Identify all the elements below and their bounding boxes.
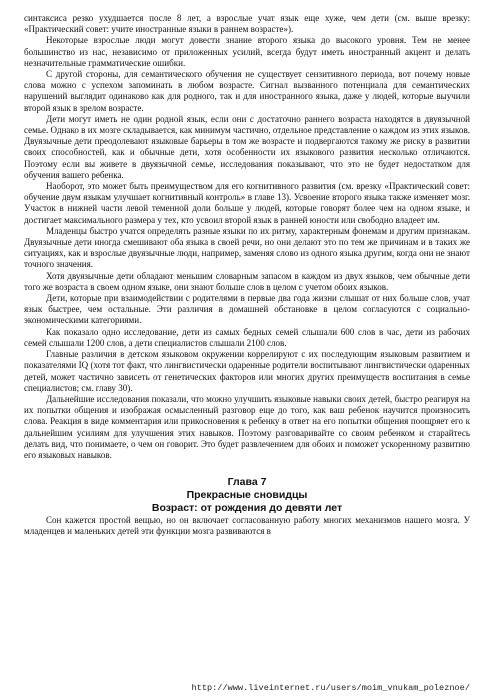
paragraph-9: Как показало одно исследование, дети из самых бедных семей слышали 600 слов в час, дети из рабочих семей слышали 1200 слов, а дети специалистов слышали 2100 слов.	[24, 326, 470, 348]
paragraph-10: Главные различия в детском языковом окружении коррелируют с их последующим языковым развитием и показателями IQ (хотя тот факт, что лингвистически одаренные родители воспитывают лингвистически одаренных детей, может частично зависеть от генетических факторов или многих других преимуществ воспитания в семье специалистов; см. главу 30).	[24, 349, 470, 393]
paragraph-2: Некоторые взрослые люди могут довести знание второго языка до высокого уровня. Тем не менее большинство из нас, независимо от приложенных усилий, всегда будут иметь иностранный акцент и делать незначительные грамматические ошибки.	[24, 35, 470, 68]
paragraph-6: Младенцы быстро учатся определять разные языки по их ритму, характерным фонемам и другим признакам. Двуязычные дети иногда смешивают оба языка в своей речи, но они делают это по тем же причинам и в таких же ситуациях, как и взрослые двуязычные люди, например, заменяя слово из одного языка другим, когда они не знают точного значения.	[24, 225, 470, 270]
paragraph-3: С другой стороны, для семантического обучения не существует сензитивного периода, вот почему новые слова можно с успехом запоминать в любом возрасте. Сигнал вызванного потенциала для семантических нарушений выглядит одинаково как для родного, так и для иностранного языка, даже у людей, которые выучили второй язык в зрелом возрасте.	[24, 69, 470, 113]
page-body	[24, 13, 470, 538]
paragraph-11: Дальнейшие исследования показали, что можно улучшить языковые навыки своих детей, быстро реагируя на их попытки общения и изображая осмысленный разговор еще до того, как ваш ребенок научится произносить слова. Реакция в виде комментария или прикосновения к ребенку в ответ на его попытки общения поощряет его к дальнейшим усилиям для улучшения этих навыков. Поэтому разговаривайте со своим ребенком и старайтесь делать вид, что понимаете, о чем он говорит. Это будет развлечением для обоих и поможет ускоренному развитию его языковых навыков.	[24, 393, 470, 460]
closing-paragraph: Сон кажется простой вещью, но он включает согласованную работу многих механизмов нашего мозга. У младенцев и маленьких детей эти функции мозга развиваются в	[24, 515, 470, 537]
paragraph-1: синтаксиса резко ухудшается после 8 лет, а взрослые учат язык еще хуже, чем дети (см. выше врезку: «Практический совет: учите иностранные языки в раннем возрасте»).	[24, 13, 470, 35]
paragraph-5: Наоборот, это может быть преимуществом для его когнитивного развития (см. врезку «Практический совет: обучение двум языкам улучшает когнитивный контроль» в главе 13). Усвоение второго языка также изменяет мозг. Участок в нижней части левой теменной доли больше у людей, которые говорят более чем на одном языке, и достигает максимального размера у тех, кто усвоил второй язык в ранней юности или свободно владеет им.	[24, 181, 470, 225]
paragraph-4: Дети могут иметь не один родной язык, если они с достаточно раннего возраста находятся в двуязычной семье. Однако в их мозге складывается, как минимум частично, отдельное представление о каждом из этих языков. Двуязычные дети преодолевают языковые барьеры в том же возрасте и подвергаются такому же риску в развитии своих способностей, как и обычные дети, хотя особенности их языкового развития несколько отличаются. Поэтому если вы живете в двуязычной семье, исследования показывают, что это не будет недостатком для обучения вашего ребенка.	[24, 113, 470, 180]
chapter-title: Прекрасные сновидцы	[186, 489, 308, 502]
chapter-heading	[24, 476, 470, 515]
paragraph-8: Дети, которые при взаимодействии с родителями в первые два года жизни слышат от них больше слов, учат язык быстрее, чем остальные. Эти различия в домашней обстановке в целом согласуются с социально-экономическими категориями.	[24, 293, 470, 326]
chapter-subtitle: Возраст: от рождения до девяти лет	[151, 502, 343, 515]
source-url: http://www.liveinternet.ru/users/moim_vnukam_poleznoe/	[191, 683, 470, 693]
paragraph-7: Хотя двуязычные дети обладают меньшим словарным запасом в каждом из двух языков, чем обычные дети того же возраста в своем одном языке, они знают больше слов в целом с учетом обоих языков.	[24, 270, 470, 292]
chapter-number: Глава 7	[227, 476, 267, 489]
